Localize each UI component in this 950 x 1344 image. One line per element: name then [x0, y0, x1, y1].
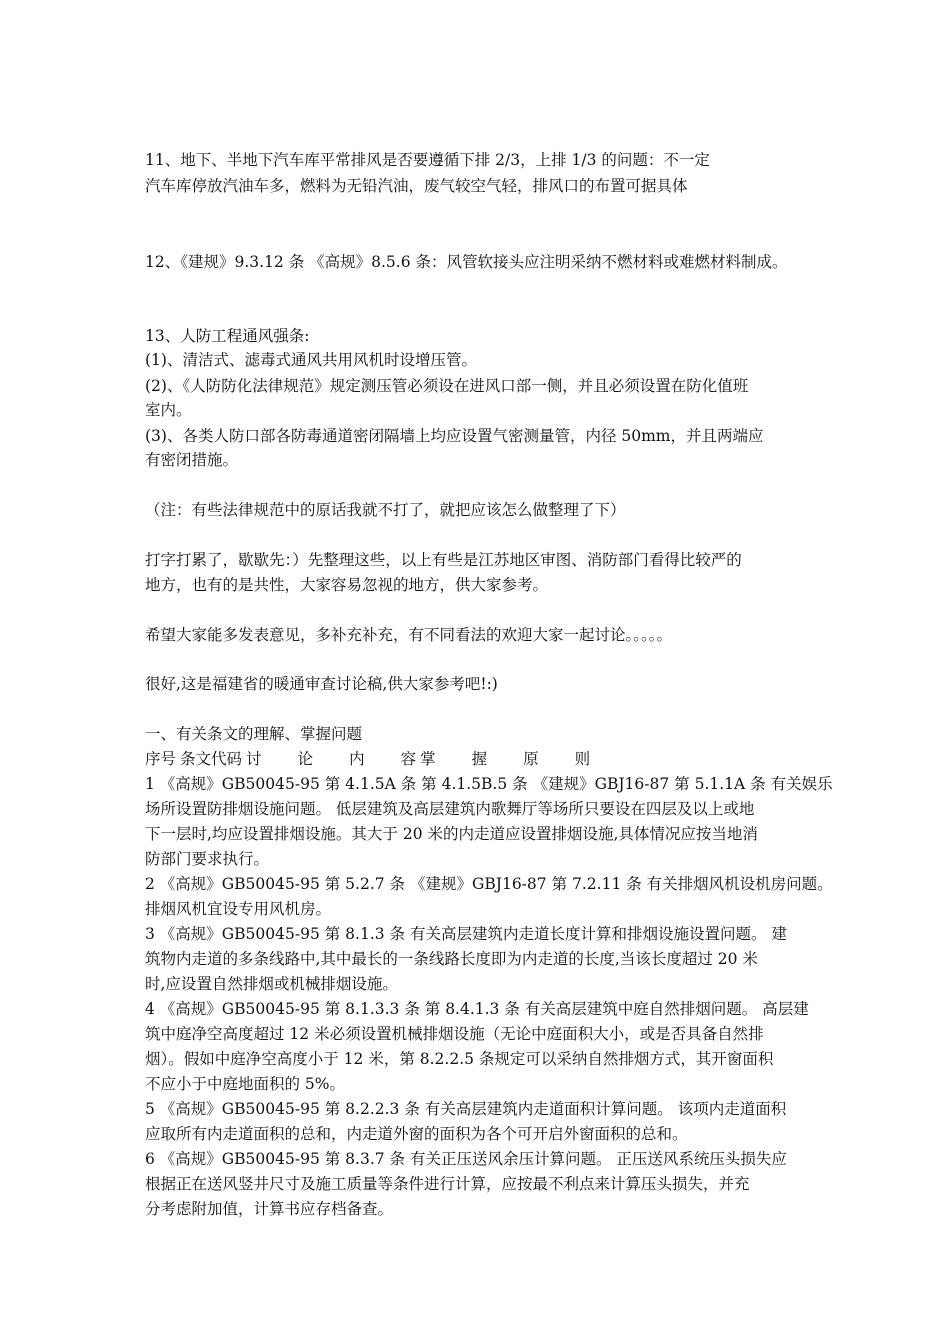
hope-line: 希望大家能多发表意见，多补充补充，有不同看法的欢迎大家一起讨论。。。。。: [145, 626, 673, 644]
header-cell: 论: [297, 750, 314, 768]
header-cell: 条文代码: [180, 750, 243, 768]
table-row-line: 根据正在送风竖井尺寸及施工质量等条件进行计算，应按最不利点来计算压头损失，并充: [145, 1175, 750, 1193]
note: （注：有些法律规范中的原话我就不打了，就把应该怎么做整理了下）: [145, 501, 626, 519]
item-11-line-2: 汽车库停放汽油车多，燃料为无铅汽油，废气较空气轻，排风口的布置可据具体: [145, 177, 688, 195]
table-row-line: 场所设置防排烟设施问题。 低层建筑及高层建筑内歌舞厅等场所只要设在四层及以上或地: [145, 800, 755, 818]
item-13-line: (1)、清洁式、滤毒式通风共用风机时设增压管。: [145, 351, 477, 369]
table-row-line: 3 《高规》GB50045-95 第 8.1.3 条 有关高层建筑内走道长度计算和排烟设施设置问题。 建: [145, 925, 787, 943]
header-cell: 掌: [420, 750, 436, 768]
header-cell: 序号: [145, 750, 177, 768]
table-row-line: 时,应设置自然排烟或机械排烟设施。: [145, 975, 398, 993]
table-row-line: 应取所有内走道面积的总和，内走道外窗的面积为各个可开启外窗面积的总和。: [145, 1125, 688, 1143]
table-row-line: 筑中庭净空高度超过 12 米必须设置机械排烟设施（无论中庭面积大小，或是否具备自然排: [145, 1025, 764, 1043]
table-row-line: 4 《高规》GB50045-95 第 8.1.3.3 条 第 8.4.1.3 条 有关高层建筑中庭自然排烟问题。 高层建: [145, 1000, 809, 1018]
header-cell: 则: [574, 750, 591, 768]
table-row-line: 排烟风机宜设专用风机房。: [145, 900, 332, 918]
header-cell: 容: [400, 750, 417, 768]
header-cell: 内: [349, 750, 365, 768]
item-12: 12、《建规》9.3.12 条 《高规》8.5.6 条：风管软接头应注明采纳不燃材料或难燃材料制成。: [145, 253, 788, 271]
tired-line-2: 地方，也有的是共性，大家容易忽视的地方，供大家参考。: [145, 576, 549, 594]
header-cell: 握: [471, 750, 488, 768]
fujian-line: 很好,这是福建省的暖通审查讨论稿,供大家参考吧!:): [145, 675, 498, 693]
item-13-line: (3)、各类人防口部各防毒通道密闭隔墙上均应设置气密测量管，内径 50mm，并且两端应: [145, 427, 764, 445]
table-row-line: 分考虑附加值，计算书应存档备查。: [145, 1200, 394, 1218]
item-11-line-1: 11、地下、半地下汽车库平常排风是否要遵循下排 2/3，上排 1/3 的问题：不一定: [145, 151, 710, 169]
table-row-line: 6 《高规》GB50045-95 第 8.3.7 条 有关正压送风余压计算问题。 正压送风系统压头损失应: [145, 1150, 787, 1168]
table-row-line: 不应小于中庭地面积的 5%。: [145, 1075, 346, 1093]
table-row-line: 下一层时,均应设置排烟设施。其大于 20 米的内走道应设置排烟设施,具体情况应按当地消: [145, 825, 758, 843]
table-header: [145, 747, 590, 771]
table-row-line: 5 《高规》GB50045-95 第 8.2.2.3 条 有关高层建筑内走道面积计算问题。 该项内走道面积: [145, 1100, 787, 1118]
item-13-line: 有密闭措施。: [145, 451, 239, 469]
table-row-line: 1 《高规》GB50045-95 第 4.1.5A 条 第 4.1.5B.5 条 《建规》GBJ16-87 第 5.1.1A 条 有关娱乐: [145, 775, 833, 793]
header-cell: 原: [523, 750, 539, 768]
tired-line-1: 打字打累了，歇歇先：）先整理这些，以上有些是江苏地区审图、消防部门看得比较严的: [145, 551, 742, 569]
section-title: 一、有关条文的理解、掌握问题: [145, 725, 363, 743]
item-13-line: 室内。: [145, 401, 192, 419]
table-row-line: 防部门要求执行。: [145, 850, 270, 868]
item-13-line: (2)、《人防防化法律规范》规定测压管必须设在进风口部一侧，并且必须设置在防化值班: [145, 377, 749, 395]
table-row-line: 2 《高规》GB50045-95 第 5.2.7 条 《建规》GBJ16-87 第 7.2.11 条 有关排烟风机设机房问题。: [145, 875, 833, 893]
header-cell: 讨: [246, 750, 262, 768]
item-13-title: 13、人防工程通风强条:: [145, 327, 310, 345]
table-row-line: 筑物内走道的多条线路中,其中最长的一条线路长度即为内走道的长度,当该长度超过 20 米: [145, 950, 758, 968]
table-row-line: 烟）。假如中庭净空高度小于 12 米，第 8.2.2.5 条规定可以采纳自然排烟方式，其开窗面积: [145, 1050, 774, 1068]
